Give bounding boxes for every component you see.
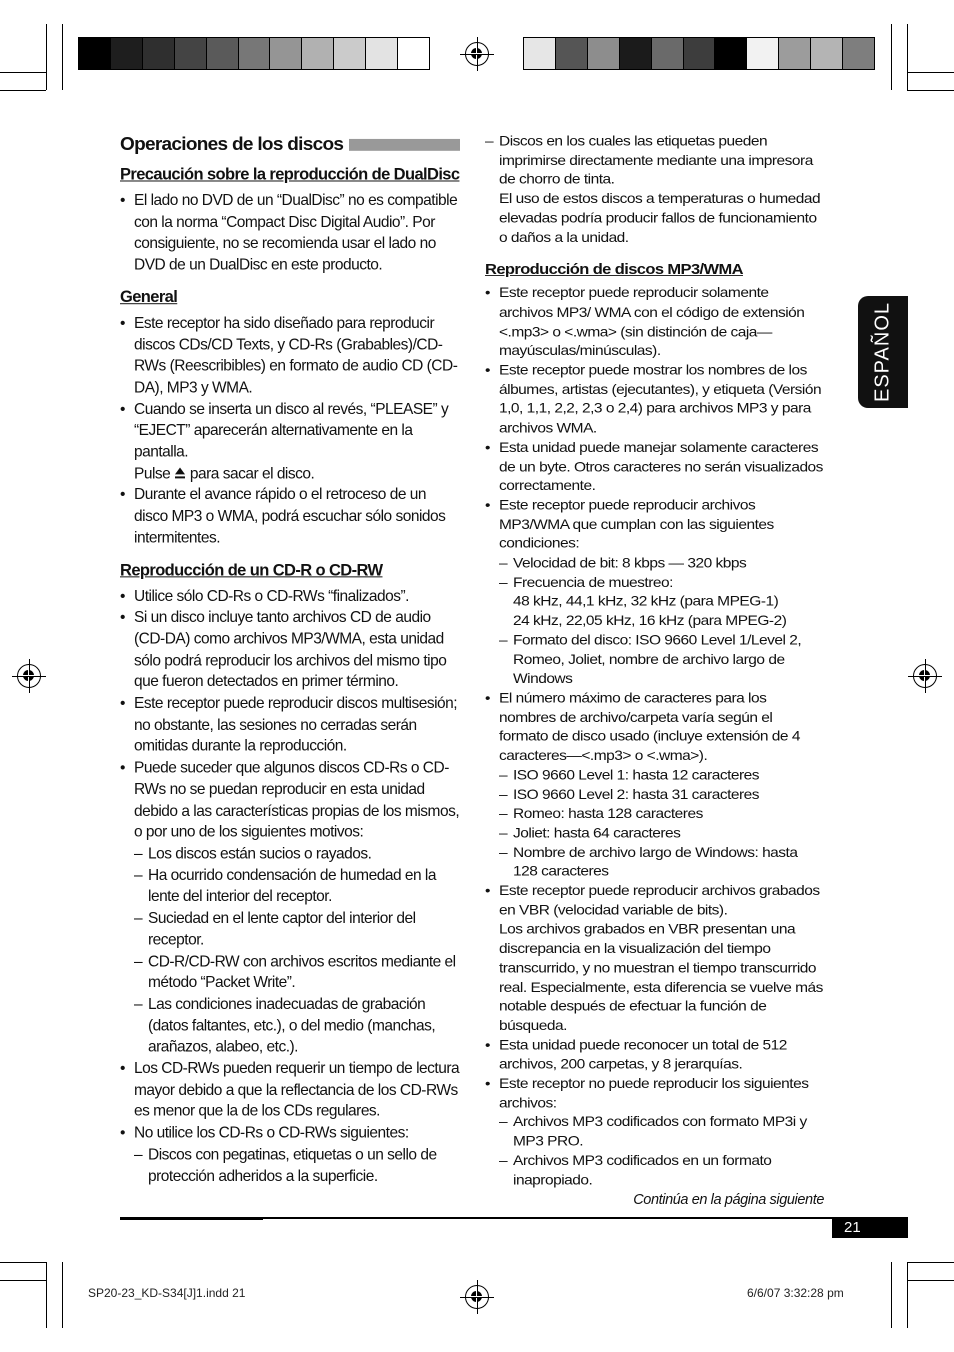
- dash-item: – Frecuencia de muestreo: 48 kHz, 44,1 kHz, 32 kHz (para MPEG-1) 24 kHz, 22,05 kHz, 16 kHz (para MPEG-2): [499, 573, 825, 631]
- bullet-text: Esta unidad puede manejar solamente caracteres de un byte. Otros caracteres no serán visualizados correctamente.: [499, 440, 823, 494]
- registration-target-icon: [913, 664, 937, 688]
- crop-mark: [62, 1262, 63, 1328]
- color-swatch: [270, 38, 302, 69]
- color-swatch: [524, 38, 556, 69]
- color-swatch: [79, 38, 111, 69]
- footer-rule-thick: [120, 1217, 263, 1220]
- dash-list: [499, 766, 825, 882]
- color-bar-right: [523, 37, 875, 70]
- color-swatch: [811, 38, 843, 69]
- dash-item: – Nombre de archivo largo de Windows: hasta 128 caracteres: [499, 843, 825, 882]
- color-swatch: [620, 38, 652, 69]
- bullet-item: [120, 693, 460, 757]
- bullet-list: [485, 284, 825, 1190]
- crop-mark: [891, 24, 892, 90]
- bullet-text: Los CD-RWs pueden requerir un tiempo de lectura mayor debido a que la reflectancia de los CD-RWs es menor que la de los CDs regulares.: [134, 1060, 460, 1121]
- crop-mark: [46, 1262, 47, 1328]
- left-column: [120, 132, 460, 1187]
- color-swatch: [843, 38, 874, 69]
- language-tab-label: ESPAÑOL: [871, 302, 894, 402]
- color-swatch: [239, 38, 271, 69]
- crop-mark: [62, 24, 63, 90]
- bullet-item: [120, 607, 460, 693]
- bullet-item: [485, 1036, 825, 1075]
- dash-list: [134, 1144, 460, 1187]
- paragraph: Los archivos grabados en VBR presentan una discrepancia en la visualización del tiempo transcurrido, y no muestran el tiempo transcurrido real. Especialmente, esta diferencia se vuelve más notable después de efectuar la función de búsqueda.: [499, 922, 823, 1034]
- bullet-text: Esta unidad puede reconocer un total de 512 archivos, 200 carpetas, y 8 jerarquías.: [499, 1037, 787, 1073]
- bullet-item: [120, 399, 460, 485]
- color-bar-left: [78, 37, 430, 70]
- crop-mark: [907, 1262, 954, 1263]
- paragraph: El uso de estos discos a temperaturas o humedad elevadas podría producir fallos de funcionamiento o daños a la unidad.: [499, 191, 821, 246]
- bullet-item: [485, 361, 825, 438]
- bullet-text: Puede suceder que algunos discos CD-Rs o CD-RWs no se puedan reproducir en esta unidad debido a las características propias de los mismos, o por uno de los siguientes motivos:: [134, 759, 460, 841]
- registration-target-icon: [465, 42, 489, 66]
- color-swatch: [747, 38, 779, 69]
- bullet-item: [485, 1075, 825, 1191]
- crop-mark: [0, 1280, 46, 1281]
- dash-list: [499, 554, 825, 689]
- bullet-item: [120, 758, 460, 1059]
- color-swatch: [779, 38, 811, 69]
- bullet-list: [120, 313, 460, 549]
- crop-mark: [0, 1262, 46, 1263]
- bullet-text: Este receptor puede reproducir solamente archivos MP3/ WMA con el código de extensión <.mp3> o <.wma> (sin distinción de caja—mayúsculas/minúsculas).: [499, 285, 805, 359]
- bullet-item: [120, 190, 460, 276]
- registration-target-icon: [465, 1285, 489, 1309]
- color-swatch: [684, 38, 716, 69]
- dash-item: – Suciedad en el lente captor del interior del receptor.: [134, 908, 460, 951]
- title-bar: [349, 139, 460, 151]
- continue-note: Continúa en la página siguiente: [633, 1192, 824, 1208]
- dash-list: [485, 132, 825, 190]
- crop-mark: [907, 90, 954, 91]
- dash-item: – ISO 9660 Level 1: hasta 12 caracteres: [499, 766, 825, 785]
- bullet-text: Pulse: [134, 465, 171, 483]
- language-tab: [858, 296, 908, 408]
- bullet-text: Este receptor ha sido diseñado para reproducir discos CDs/CD Texts, y CD-Rs (Grabables)/CD-RWs (Reescribibles) en formato de audio CD (CD-DA), MP3 y WMA.: [134, 314, 458, 397]
- color-swatch: [556, 38, 588, 69]
- color-swatch: [588, 38, 620, 69]
- bullet-list: [120, 586, 460, 1187]
- color-swatch: [366, 38, 398, 69]
- crop-mark: [907, 1262, 908, 1328]
- crop-mark: [0, 90, 46, 91]
- bullet-text: Este receptor puede reproducir discos multisesión; no obstante, las sesiones no cerradas serán omitidas durante la reproducción.: [134, 695, 458, 755]
- crop-mark: [891, 1262, 892, 1328]
- crop-mark: [907, 72, 954, 73]
- dash-item: – Ha ocurrido condensación de humedad en la lente del interior del receptor.: [134, 865, 460, 908]
- bullet-item: [120, 1123, 460, 1187]
- dash-item: – Discos en los cuales las etiquetas pueden imprimirse directamente mediante una impresora de chorro de tinta.: [485, 132, 825, 190]
- bullet-text: Este receptor puede mostrar los nombres de los álbumes, artistas (ejecutantes), y etiqueta (Versión 1,0, 1,1, 2,2, 2,3 o 2,4) para archivos MP3 y para archivos WMA.: [499, 362, 822, 436]
- bullet-item: [485, 438, 825, 496]
- crop-mark: [907, 24, 908, 90]
- bullet-text: Utilice sólo CD-Rs o CD-RWs “finalizados”.: [134, 587, 409, 605]
- color-swatch: [715, 38, 747, 69]
- bullet-item: [485, 496, 825, 689]
- subheading: Reproducción de un CD-R o CD-RW: [120, 561, 383, 579]
- color-swatch: [398, 38, 429, 69]
- dash-item: – CD-R/CD-RW con archivos escritos mediante el método “Packet Write”.: [134, 951, 460, 994]
- bullet-text: Durante el avance rápido o el retroceso de un disco MP3 o WMA, podrá escuchar sólo sonidos intermitentes.: [134, 486, 446, 547]
- bullet-item: [120, 313, 460, 399]
- bullet-text: El número máximo de caracteres para los nombres de archivo/carpeta varía según el formato de disco usado (incluye extensión de 4 caracteres—<.mp3> o <.wma>).: [499, 690, 800, 764]
- dash-item: – Archivos MP3 codificados con formato MP3i y MP3 PRO.: [499, 1113, 825, 1152]
- crop-mark: [0, 72, 46, 73]
- dash-item: – Joliet: hasta 64 caracteres: [499, 824, 825, 843]
- dash-item: – Los discos están sucios o rayados.: [134, 844, 460, 865]
- bullet-item: [485, 882, 825, 1036]
- bullet-text: No utilice los CD-Rs o CD-RWs siguientes:: [134, 1124, 409, 1142]
- bullet-item: [485, 689, 825, 882]
- dash-list: [499, 1113, 825, 1190]
- bullet-text: para sacar el disco.: [189, 465, 315, 483]
- bullet-text: Este receptor puede reproducir archivos MP3/WMA que cumplan con las siguientes condiciones:: [499, 497, 774, 552]
- color-swatch: [334, 38, 366, 69]
- dash-item: – Formato del disco: ISO 9660 Level 1/Level 2, Romeo, Joliet, nombre de archivo largo de Windows: [499, 631, 825, 689]
- dash-item: – Discos con pegatinas, etiquetas o un sello de protección adheridos a la superficie.: [134, 1144, 460, 1187]
- crop-mark: [46, 24, 47, 90]
- subheading: Precaución sobre la reproducción de DualDisc: [120, 165, 460, 184]
- color-swatch: [302, 38, 334, 69]
- dash-list: [134, 844, 460, 1059]
- dash-item: – Romeo: hasta 128 caracteres: [499, 805, 825, 824]
- registration-target-icon: [17, 664, 41, 688]
- dash-item: – Archivos MP3 codificados en un formato inapropiado.: [499, 1152, 825, 1191]
- bullet-item: [120, 485, 460, 549]
- subheading: Reproducción de discos MP3/WMA: [485, 261, 743, 278]
- bullet-text: Si un disco incluye tanto archivos CD de audio (CD-DA) como archivos MP3/WMA, esta unidad sólo podrá reproducir los archivos del mismo tipo que fueron detectados en primer término.: [134, 609, 447, 691]
- right-column: [485, 132, 825, 1190]
- bullet-text: Este receptor puede reproducir archivos grabados en VBR (velocidad variable de bits).: [499, 883, 820, 918]
- color-swatch: [207, 38, 239, 69]
- bullet-text: Cuando se inserta un disco al revés, “PLEASE” y “EJECT” aparecerán alternativamente en la pantalla.: [134, 400, 449, 461]
- color-swatch: [143, 38, 175, 69]
- bullet-text: El lado no DVD de un “DualDisc” no es compatible con la norma “Compact Disc Digital Audio”. Por consiguiente, no se recomienda usar el lado no DVD de un DualDisc en este producto.: [134, 192, 458, 274]
- color-swatch: [652, 38, 684, 69]
- dash-item: – Velocidad de bit: 8 kbps — 320 kbps: [499, 554, 825, 573]
- imprint-file: SP20-23_KD-S34[J]1.indd 21: [88, 1286, 246, 1300]
- bullet-list: [120, 190, 460, 276]
- eject-icon: [174, 467, 186, 479]
- crop-mark: [907, 1280, 954, 1281]
- page-number: 21: [832, 1218, 908, 1238]
- dash-item: – Las condiciones inadecuadas de grabación (datos faltantes, etc.), o del medio (manchas, arañazos, alabeo, etc.).: [134, 994, 460, 1058]
- dash-item: – ISO 9660 Level 2: hasta 31 caracteres: [499, 785, 825, 804]
- section-title: Operaciones de los discos: [120, 132, 460, 158]
- bullet-item: [120, 1058, 460, 1122]
- bullet-item: [485, 284, 825, 361]
- imprint-date: 6/6/07 3:32:28 pm: [747, 1286, 844, 1300]
- bullet-text: Este receptor no puede reproducir los siguientes archivos:: [499, 1076, 809, 1111]
- color-swatch: [175, 38, 207, 69]
- bullet-item: [120, 586, 460, 607]
- subheading: General: [120, 288, 178, 306]
- color-swatch: [111, 38, 143, 69]
